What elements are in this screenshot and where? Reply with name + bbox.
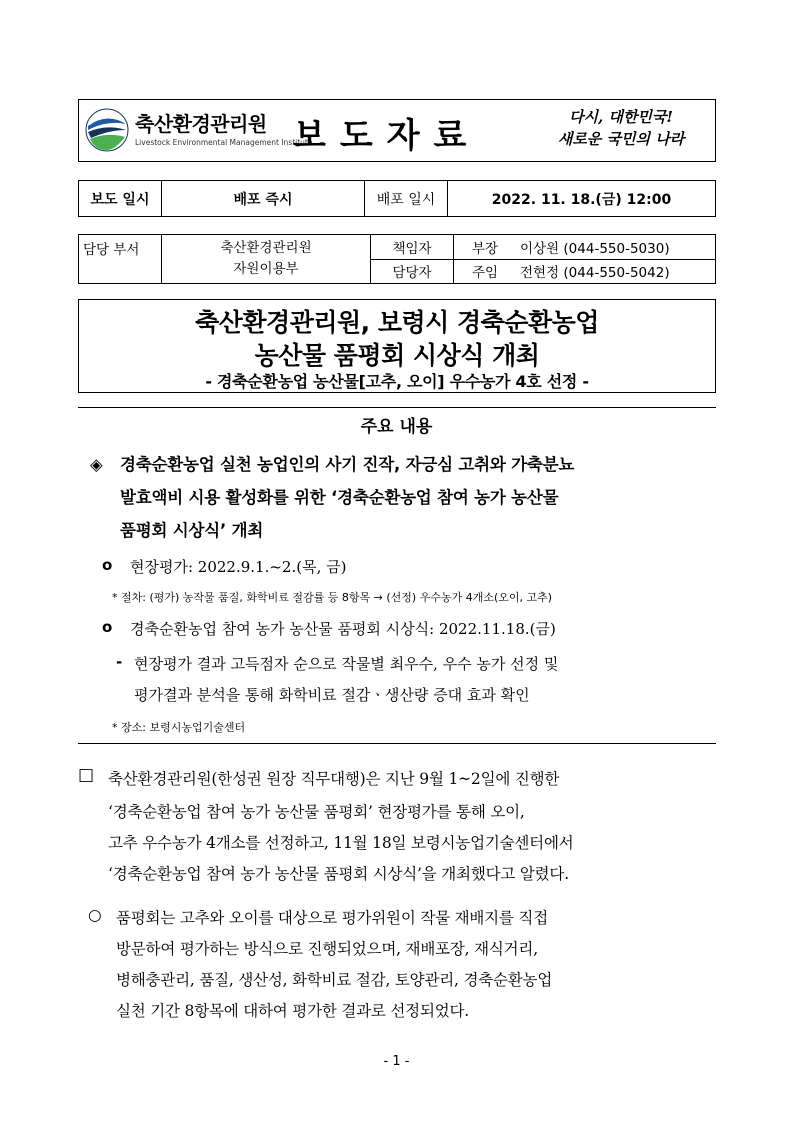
- contact-role: 담당자: [371, 259, 454, 284]
- body-paragraph-2-line-2: 방문하여 평가하는 방식으로 진행되었으며, 재배포장, 재식거리,: [116, 940, 538, 958]
- department-name-line-1: 축산환경관리원: [220, 240, 312, 256]
- department-name: [162, 235, 371, 284]
- distribution-label: 배포 일시: [365, 181, 448, 217]
- headline-box: [78, 299, 716, 393]
- body-paragraph-1-line-4: ‘경축순환농업 참여 농가 농산물 품평회 시상식’을 개최했다고 알렸다.: [108, 865, 569, 883]
- summary-main-line-3: 품평회 시상식’ 개최: [120, 521, 264, 540]
- release-label: 보도 일시: [79, 181, 162, 217]
- contact-position: 부장: [454, 235, 517, 260]
- page-number: - 1 -: [383, 1054, 410, 1069]
- org-name-english: Livestock Environmental Management Institute: [135, 138, 313, 147]
- slogan-line-2: 새로운 국민의 나라: [557, 130, 685, 148]
- headline-line-1: 축산환경관리원, 보령시 경축순환농업: [195, 308, 599, 337]
- body-paragraph-1-line-2: ‘경축순환농업 참여 농가 농산물 품평회’ 현장평가를 통해 오이,: [108, 803, 525, 821]
- summary-bottom-rule: [78, 743, 716, 744]
- department-table: [78, 234, 716, 284]
- org-name: 축산환경관리원: [135, 112, 267, 136]
- summary-main-line-1: 경축순환농업 실천 농업인의 사기 진작, 자긍심 고취와 가축분뇨: [120, 455, 575, 474]
- release-value: 배포 즉시: [162, 181, 365, 217]
- circle-bullet-icon: o: [102, 618, 113, 636]
- diamond-bullet-icon: ◈: [90, 455, 103, 474]
- press-release-header: [78, 99, 716, 162]
- contact-person: 전현정 (044-550-5042): [516, 259, 716, 284]
- summary-item-field-evaluation: 현장평가: 2022.9.1.~2.(목, 금): [130, 558, 347, 576]
- circle-bullet-icon: ○: [88, 906, 102, 924]
- body-paragraph-2-line-3: 병해충관리, 품질, 생산성, 화학비료 절감, 토양관리, 경축순환농업: [116, 971, 553, 989]
- contact-position: 주임: [454, 259, 517, 284]
- press-release-title: 보도자료: [293, 116, 481, 156]
- summary-detail-line-2: 평가결과 분석을 통해 화학비료 절감ㆍ생산량 증대 효과 확인: [134, 686, 530, 704]
- slogan: [541, 106, 701, 150]
- summary-item-procedure-note: * 절차: (평가) 농작물 품질, 화학비료 절감률 등 8항목 → (선정) 우수농가 4개소(오이, 고추): [112, 591, 553, 604]
- headline-subtitle: - 경축순환농업 농산물[고추, 오이] 우수농가 4호 선정 -: [205, 372, 589, 391]
- contact-person: 이상원 (044-550-5030): [516, 235, 716, 260]
- summary-top-rule: [78, 407, 716, 408]
- summary-detail-line-1: 현장평가 결과 고득점자 순으로 작물별 최우수, 우수 농가 선정 및: [134, 655, 559, 673]
- circle-bullet-icon: o: [102, 556, 113, 574]
- body-paragraph-2-line-4: 실천 기간 8항목에 대하여 평가한 결과로 선정되었다.: [116, 1002, 469, 1020]
- dash-bullet-icon: -: [116, 653, 123, 671]
- body-paragraph-1-line-3: 고추 우수농가 4개소를 선정하고, 11월 18일 보령시농업기술센터에서: [108, 834, 574, 852]
- department-label: 담당 부서: [79, 235, 162, 284]
- org-logo-icon: [85, 108, 129, 152]
- summary-heading: 주요 내용: [360, 417, 433, 437]
- slogan-line-1: 다시, 대한민국!: [569, 108, 673, 126]
- summary-main-line-2: 발효액비 시용 활성화를 위한 ‘경축순환농업 참여 농가 농산물: [120, 488, 559, 507]
- headline-line-2: 농산물 품평회 시상식 개최: [254, 341, 540, 370]
- contact-role: 책임자: [371, 235, 454, 260]
- department-name-line-2: 자원이용부: [233, 261, 299, 277]
- summary-item-award-ceremony: 경축순환농업 참여 농가 농산물 품평회 시상식: 2022.11.18.(금): [130, 620, 556, 638]
- square-bullet-icon: □: [78, 765, 94, 785]
- body-paragraph-1-line-1: 축산환경관리원(한성권 원장 직무대행)은 지난 9월 1~2일에 진행한: [108, 770, 560, 788]
- body-paragraph-2-line-1: 품평회는 고추와 오이를 대상으로 평가위원이 작물 재배지를 직접: [116, 909, 548, 927]
- distribution-value: 2022. 11. 18.(금) 12:00: [448, 181, 716, 217]
- release-info-table: [78, 180, 716, 217]
- summary-venue-note: * 장소: 보령시농업기술센터: [112, 721, 246, 734]
